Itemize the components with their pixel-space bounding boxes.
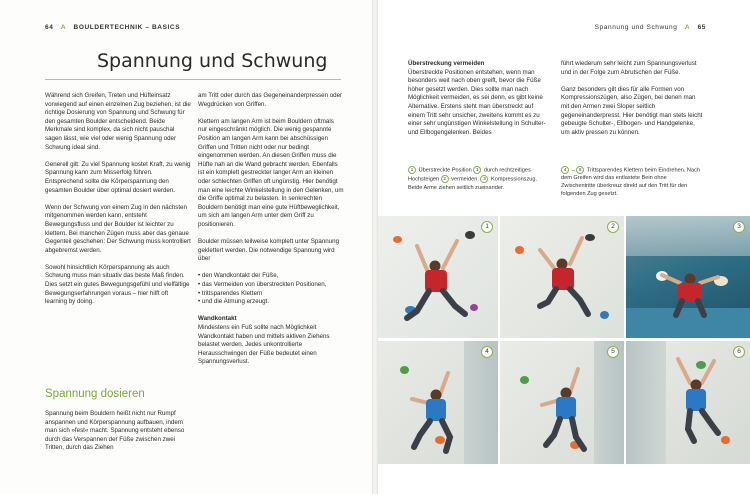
paragraph: Generell gilt: Zu viel Spannung kostet Kraft, zu wenig Spannung kann zum Misserfolg führen. Entsprechend sollte die Körperspannung den gesamten Boulder über optimal dosiert werden. [45, 160, 191, 194]
climbing-photo-6 [626, 341, 750, 464]
left-section-title: BOULDERTECHNIK – BASICS [73, 24, 181, 31]
list-item: • und die Atmung erzeugt. [198, 298, 344, 307]
right-column-1 [408, 60, 548, 146]
paragraph: Überstreckte Positionen entstehen, wenn man besonders weit nach oben greift, bevor die Füße höher gesetzt werden. Dies sollte man nach Möglichkeit vermeiden, es sei denn, es gibt keine Alternative. Erstens steht man überstreckt auf einem Tritt sehr unsicher, zweitens kommt es zu einer sehr ungünstigen Winkelstellung in Schulter- und Ellbogengelenken. Beides [408, 68, 546, 136]
right-section-title: Spannung und Schwung [594, 24, 678, 31]
climbing-photo-1 [375, 216, 498, 338]
caption-text: Trittsparendes Klettern beim Eindrehen. Nach dem Greifen wird das entlastete Bein ohne Zwischentritte überkreuz direkt auf den Tritt für den folgenden Zug gesetzt. [561, 167, 700, 197]
wandkontakt-heading: Wandkontakt [198, 315, 237, 323]
climbing-photo-3 [626, 216, 750, 338]
paragraph: Boulder müssen teilweise komplett unter Spannung geklettert werden. Die notwendige Spannung wird über [198, 238, 340, 263]
left-column-2 [198, 92, 344, 376]
caption-number: 6 [576, 166, 584, 174]
paragraph: Klettern am langen Arm ist beim Bouldern oftmals nur eingeschränkt möglich. Die wenig gespannte Position am langen Arm kann bei abschüssigen Griffen und Tritten nicht oder nur bedingt eingenommen werden. An diesen Griffen muss die Hüfte nah an die Wand gebracht werden. Ebenfalls ist ein komplett gestreckter langer Arm an kleinen oder schlechten Griffen oft ungünstig. Hier benötigt man eine leichte Winkelstellung in den Gelenken, um die Griffe optimal zu belasten. In senkrechten Bouldern benötigt man eine gute Hüftbeweglichkeit, um sich am langen Arm unter dem Griff zu positionieren. [198, 117, 344, 228]
photo-caption-4-6 [561, 166, 701, 199]
page-title: Spannung und Schwung [97, 50, 328, 72]
caption-number: 1 [408, 166, 416, 174]
paragraph: Mindestens ein Fuß sollte nach Möglichkeit Wandkontakt haben und mittels aktiven Ziehens belastet werden. Jedes unkontrollierte Herausschwingen der Füße bedeutet einen Spannungsverlust. [198, 324, 330, 366]
left-page-number: 64 [45, 24, 54, 31]
paragraph: Spannung beim Bouldern heißt nicht nur Rumpf anspannen und Körperspannung aufbauen, indem man sich »fest« macht. Spannung entsteht ebenso durch das Verspannen der Füße zwischen zwei Tritten, durch das Ziehen [45, 410, 185, 452]
photo-number-badge: 3 [733, 221, 745, 233]
caption-text: Kompressionszug. Beide Arme ziehen seitlich zueinander. [408, 176, 538, 191]
caption-separator: – [571, 167, 575, 174]
climbing-photo-2 [500, 216, 624, 338]
paragraph: Wenn der Schwung von einem Zug in den nächsten mitgenommen werden kann, entsteht Bewegungsfluss und der Boulder ist leichter zu klettern. Bei manchen Zügen muss aber das genaue Gegenteil geschehen: Der Schwung muss kontrolliert abgebremst werden. [45, 203, 191, 254]
subheading-spannung-dosieren: Spannung dosieren [45, 388, 145, 400]
caption-number: 1 [473, 166, 481, 174]
ueberstreckung-heading: Überstreckung vermeiden [408, 60, 485, 67]
caption-text: durch rechtzeitiges Hochsteigen [408, 167, 531, 183]
title-rule [45, 79, 341, 80]
left-column-1-end [45, 410, 191, 462]
photo-number-badge: 4 [481, 346, 493, 358]
caption-number: 4 [561, 166, 569, 174]
photo-caption-1-3 [408, 166, 548, 192]
caption-text: vermeiden. [451, 176, 479, 183]
photo-number-badge: 1 [481, 221, 493, 233]
climber-figure [658, 355, 730, 450]
paragraph: Sowohl hinsichtlich Körperspannung als auch Schwung muss man situativ das beste Maß finden. Dies setzt ein gutes Bewegungsgefühl und vielfältige Bewegungserfahrungen voraus – hier hilft oft learning by doing. [45, 263, 190, 306]
paragraph: Ganz besonders gilt dies für alle Formen von Kompressionszügen, also Zügen, bei denen man mit den Armen zwei Sloper seitlich gegeneinanderpresst. Hier benötigt man stets leicht gebeugte Schulter-, Ellbogen- und Handgelenke, um aktiv pressen zu können. [561, 85, 703, 136]
list-item: • den Wandkontakt der Füße, [198, 272, 344, 281]
paragraph: am Tritt oder durch das Gegeneinanderpressen oder Wegdrücken von Griffen. [198, 92, 343, 108]
photo-number-badge: 6 [733, 346, 745, 358]
left-column-1 [45, 92, 191, 315]
climber-figure [528, 365, 598, 457]
photo-number-badge: 2 [607, 221, 619, 233]
left-section-marker: A [60, 24, 67, 31]
paragraph: führt wiederum sehr leicht zum Spannungsverlust und in der Folge zum Abrutschen der Füße. [561, 60, 697, 76]
climber-figure [650, 261, 730, 321]
right-page-number: 65 [697, 24, 706, 31]
photo-number-badge: 5 [607, 346, 619, 358]
right-column-2 [561, 60, 703, 146]
caption-number: 2 [441, 175, 449, 183]
caption-number: 3 [480, 175, 488, 183]
right-running-header [595, 24, 706, 31]
climber-figure [395, 236, 480, 331]
list-item: • das Vermeiden von überstreckten Positionen, [198, 281, 344, 290]
climbing-photo-5 [500, 341, 624, 464]
spannung-list [198, 272, 344, 306]
paragraph: Während sich Greifen, Treten und Hüfteinsatz vorwiegend auf einen einzelnen Zug beziehen, ist die richtige Dosierung von Spannung und Schwung für den gesamten Boulder entscheidend. Beide Merkmale sind komplex, da sich nicht pauschal sagen lässt, wie viel oder wenig Spannung oder Schwung ideal sind. [45, 92, 191, 151]
right-page [375, 0, 750, 494]
caption-text: Überstreckte Position [418, 167, 472, 174]
list-item: • trittsparendes Klettern [198, 290, 344, 299]
climber-figure [522, 234, 607, 329]
right-section-marker: A [684, 24, 691, 31]
climbing-photo-4 [375, 341, 498, 464]
book-gutter [372, 0, 378, 494]
left-running-header [45, 24, 180, 31]
climber-figure [400, 369, 470, 459]
